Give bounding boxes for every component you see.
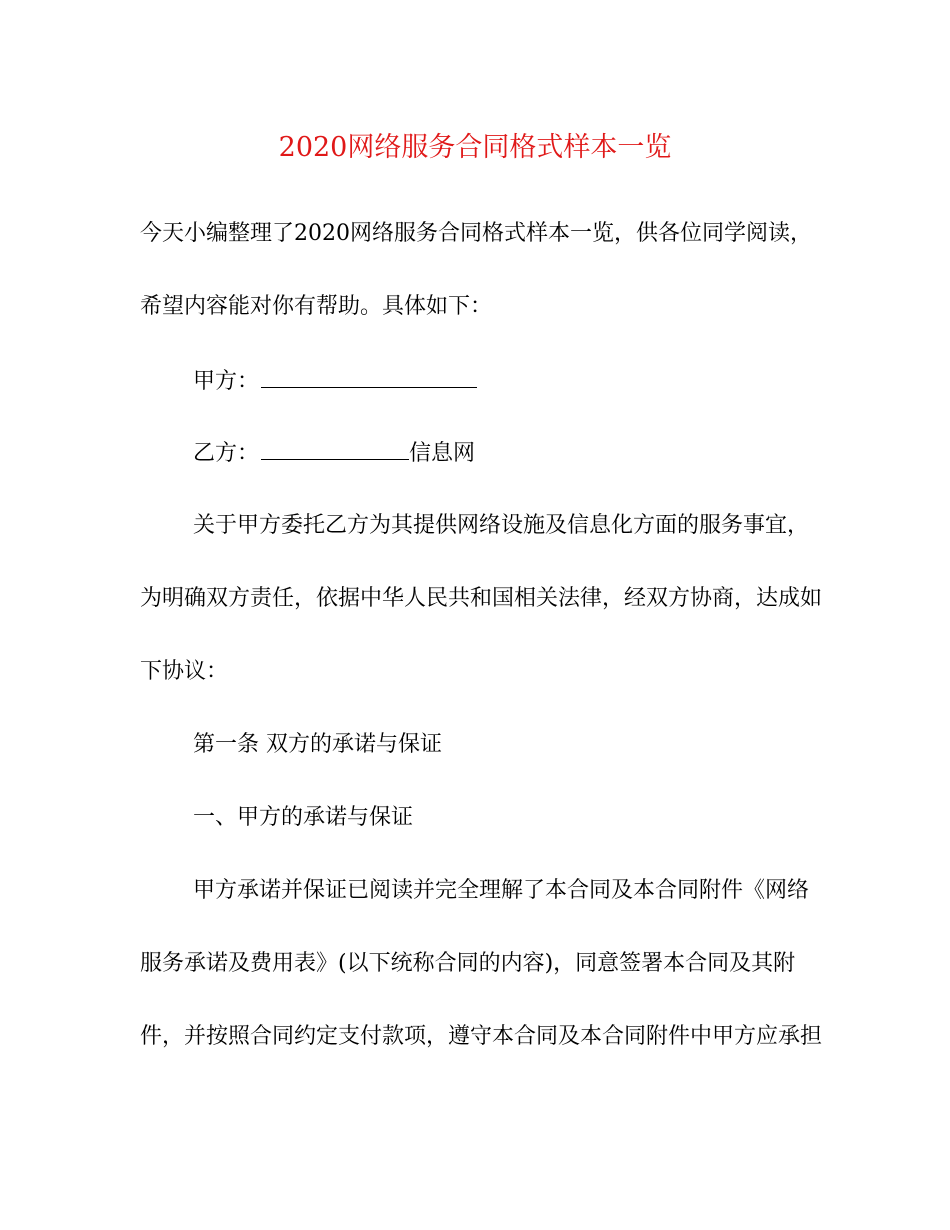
section-1-body-line-2: 服务承诺及费用表》(以下统称合同的内容)，同意签署本合同及其附 [140, 951, 796, 976]
preamble-line-1: 关于甲方委托乙方为其提供网络设施及信息化方面的服务事宜， [193, 513, 810, 538]
preamble-line-2: 为明确双方责任，依据中华人民共和国相关法律，经双方协商，达成如 [140, 586, 823, 611]
section-1-heading: 一、甲方的承诺与保证 [193, 805, 414, 830]
section-1-body-line-3: 件，并按照合同约定支付款项，遵守本合同及本合同附件中甲方应承担 [140, 1024, 823, 1049]
intro-line-1: 今天小编整理了2020网络服务合同格式样本一览，供各位同学阅读， [140, 221, 812, 246]
party-a-label: 甲方： [193, 369, 260, 394]
party-a-blank [261, 365, 477, 388]
party-b-suffix: 信息网 [409, 441, 476, 466]
party-b-label: 乙方： [193, 441, 260, 466]
party-b-line [193, 437, 475, 470]
document-title: 2020网络服务合同格式样本一览 [278, 132, 672, 163]
article-1-heading: 第一条 双方的承诺与保证 [193, 732, 442, 757]
party-a-line [193, 365, 477, 398]
preamble-line-3: 下协议： [140, 659, 229, 684]
party-b-blank [261, 437, 409, 460]
section-1-body-line-1: 甲方承诺并保证已阅读并完全理解了本合同及本合同附件《网络 [193, 878, 810, 903]
intro-line-2: 希望内容能对你有帮助。具体如下： [140, 294, 493, 319]
